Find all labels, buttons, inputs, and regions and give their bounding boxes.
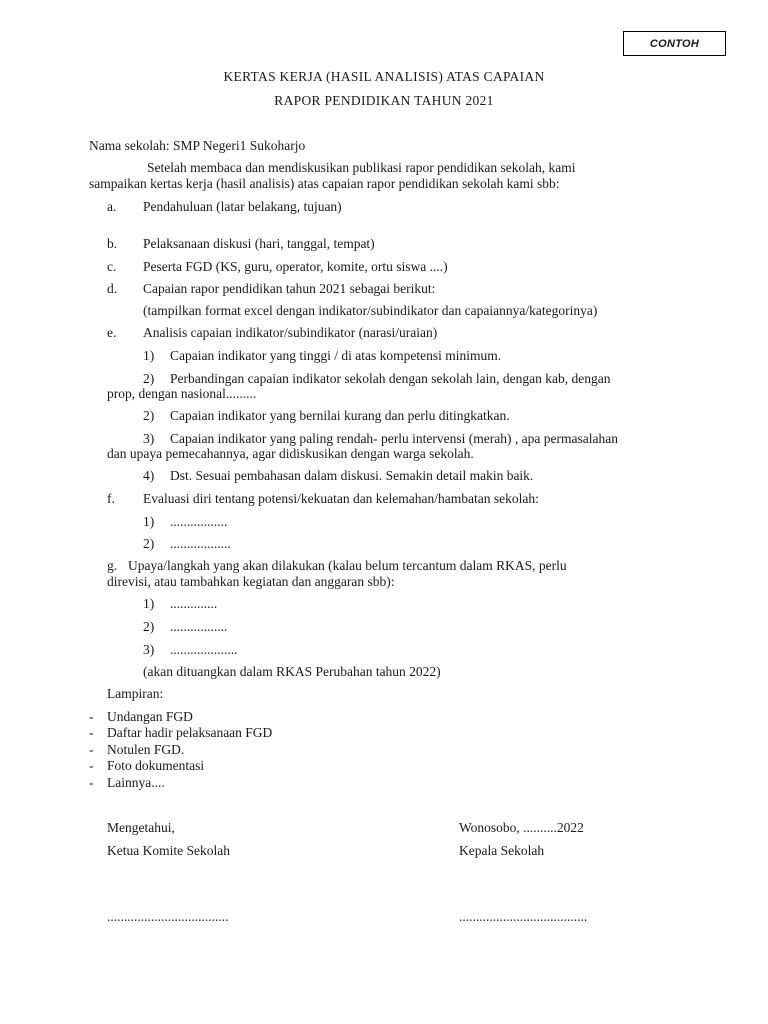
signature-left-role: Ketua Komite Sekolah [107, 843, 230, 858]
item-e-sub-5-text: Dst. Sesuai pembahasan dalam diskusi. Semakin detail makin baik. [170, 468, 534, 483]
attachment-bullet: - [89, 725, 94, 740]
item-f-text: Evaluasi diri tentang potensi/kekuatan dan kelemahan/hambatan sekolah: [143, 491, 539, 506]
item-f-sub-1-text: ................. [170, 514, 228, 529]
item-e-sub-3-text: Capaian indikator yang bernilai kurang dan perlu ditingkatkan. [170, 408, 510, 423]
item-f-marker: f. [107, 491, 115, 506]
item-e-marker: e. [107, 325, 117, 340]
item-g-continuation: direvisi, atau tambahkan kegiatan dan anggaran sbb): [107, 574, 395, 589]
item-e-sub-2-continuation: prop, dengan nasional......... [107, 386, 257, 401]
attachment-bullet: - [89, 775, 94, 790]
item-e-sub-2-marker: 2) [143, 371, 155, 386]
signature-right-role: Kepala Sekolah [459, 843, 545, 858]
item-a-marker: a. [107, 199, 117, 214]
item-a-text: Pendahuluan (latar belakang, tujuan) [143, 199, 342, 214]
signature-right-place-date: Wonosobo, ..........2022 [459, 820, 584, 835]
attachment-item-2: Daftar hadir pelaksanaan FGD [107, 725, 273, 740]
item-d-text: Capaian rapor pendidikan tahun 2021 sebagai berikut: [143, 281, 436, 296]
signature-left-blank: .................................... [107, 909, 229, 924]
item-e-sub-1-marker: 1) [143, 348, 155, 363]
attachments-label: Lampiran: [107, 686, 164, 701]
item-g-sub-3-marker: 3) [143, 642, 155, 657]
attachment-bullet: - [89, 758, 94, 773]
item-g-sub-1-marker: 1) [143, 596, 155, 611]
item-g-note: (akan dituangkan dalam RKAS Perubahan tahun 2022) [143, 664, 441, 679]
item-b-text: Pelaksanaan diskusi (hari, tanggal, tempat) [143, 236, 375, 251]
item-d-note: (tampilkan format excel dengan indikator/subindikator dan capaiannya/kategorinya) [143, 303, 598, 318]
item-g-text: Upaya/langkah yang akan dilakukan (kalau belum tercantum dalam RKAS, perlu [128, 558, 567, 573]
item-e-sub-4-continuation: dan upaya pemecahannya, agar didiskusikan dengan warga sekolah. [107, 446, 474, 461]
attachment-item-1: Undangan FGD [107, 709, 193, 724]
intro-line-2: sampaikan kertas kerja (hasil analisis) atas capaian rapor pendidikan sekolah kami sbb: [89, 176, 560, 191]
item-d-marker: d. [107, 281, 118, 296]
item-f-sub-2-text: .................. [170, 536, 231, 551]
item-e-sub-5-marker: 4) [143, 468, 155, 483]
item-b-marker: b. [107, 236, 118, 251]
signature-right-blank: ...................................... [459, 909, 588, 924]
document-title-line-1: KERTAS KERJA (HASIL ANALISIS) ATAS CAPAIAN [223, 69, 545, 84]
school-name: Nama sekolah: SMP Negeri1 Sukoharjo [89, 138, 306, 153]
item-e-sub-3-marker: 2) [143, 408, 155, 423]
item-e-sub-2-text: Perbandingan capaian indikator sekolah dengan sekolah lain, dengan kab, dengan [170, 371, 611, 386]
item-g-sub-2-text: ................. [170, 619, 228, 634]
item-e-sub-1-text: Capaian indikator yang tinggi / di atas kompetensi minimum. [170, 348, 502, 363]
item-g-sub-1-text: .............. [170, 596, 218, 611]
document-title-line-2: RAPOR PENDIDIKAN TAHUN 2021 [274, 93, 494, 108]
attachment-item-4: Foto dokumentasi [107, 758, 205, 773]
attachment-bullet: - [89, 709, 94, 724]
item-f-sub-1-marker: 1) [143, 514, 155, 529]
item-g-sub-2-marker: 2) [143, 619, 155, 634]
attachment-bullet: - [89, 742, 94, 757]
item-c-marker: c. [107, 259, 117, 274]
attachment-item-3: Notulen FGD. [107, 742, 185, 757]
attachment-item-5: Lainnya.... [107, 775, 165, 790]
item-g-sub-3-text: .................... [170, 642, 238, 657]
signature-left-acknowledged: Mengetahui, [107, 820, 175, 835]
intro-line-1: Setelah membaca dan mendiskusikan publikasi rapor pendidikan sekolah, kami [147, 160, 576, 175]
item-e-sub-4-marker: 3) [143, 431, 155, 446]
item-e-text: Analisis capaian indikator/subindikator (narasi/uraian) [143, 325, 438, 340]
example-badge: CONTOH [623, 31, 726, 56]
item-f-sub-2-marker: 2) [143, 536, 155, 551]
item-g-marker: g. [107, 558, 118, 573]
item-c-text: Peserta FGD (KS, guru, operator, komite, ortu siswa ....) [143, 259, 448, 274]
item-e-sub-4-text: Capaian indikator yang paling rendah- perlu intervensi (merah) , apa permasalahan [170, 431, 618, 446]
